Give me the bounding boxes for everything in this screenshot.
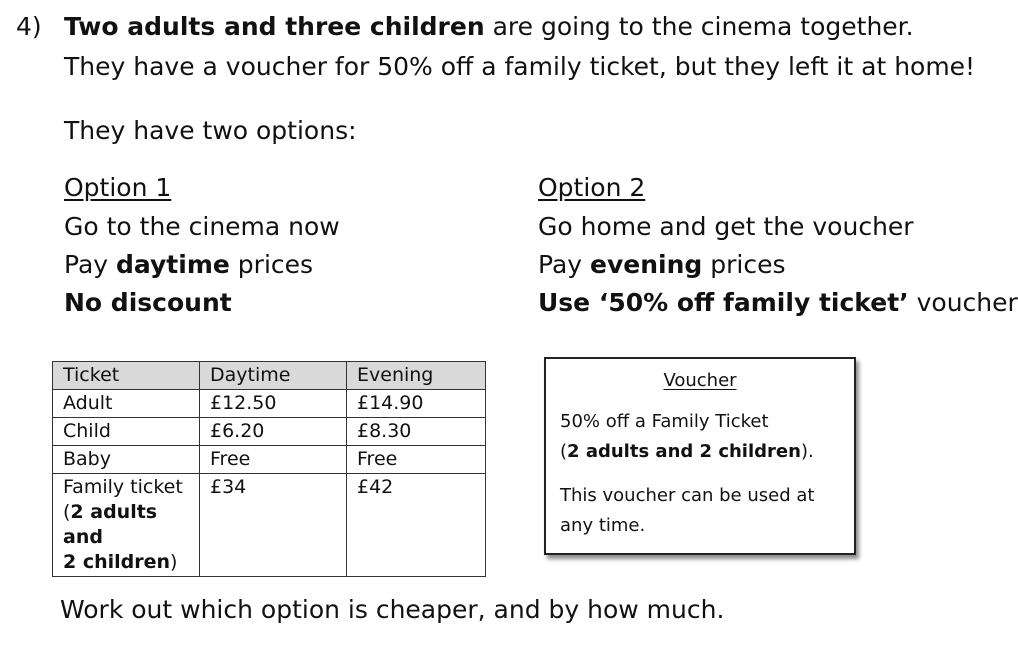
option1-title: Option 1 [64,173,172,202]
task-text: Work out which option is cheaper, and by how much. [60,595,725,624]
cell-ticket-family: Family ticket (2 adults and 2 children) [53,474,200,577]
option2-line-1: Go home and get the voucher [538,212,914,241]
option1-line-2: Pay daytime prices [64,250,314,279]
cell-evening: Free [347,446,486,474]
cell-daytime: Free [200,446,347,474]
cell-evening: £14.90 [347,390,486,418]
cell-daytime: £12.50 [200,390,347,418]
voucher-line-1: 50% off a Family Ticket [560,411,769,432]
option2-title: Option 2 [538,173,646,202]
header-evening: Evening [347,362,486,390]
cell-ticket: Baby [53,446,200,474]
voucher-box [544,357,856,555]
voucher-line-3: This voucher can be used at [560,485,815,506]
voucher-line-4: any time. [560,515,646,536]
table-row [53,446,486,474]
option1-line-1: Go to the cinema now [64,212,340,241]
price-table [52,361,486,577]
question-line-2: They have a voucher for 50% off a family ticket, but they left it at home! [64,52,976,81]
question-line-3: They have two options: [64,116,357,145]
table-header-row [53,362,486,390]
table-row [53,390,486,418]
question-number: 4) [16,12,42,41]
table-row [53,418,486,446]
header-daytime: Daytime [200,362,347,390]
header-ticket: Ticket [53,362,200,390]
cell-daytime: £34 [200,474,347,577]
cell-evening: £8.30 [347,418,486,446]
option2-line-2: Pay evening prices [538,250,786,279]
cell-daytime: £6.20 [200,418,347,446]
voucher-title: Voucher [663,370,737,391]
option1-line-3: No discount [64,288,232,317]
table-row-family [53,474,486,577]
intro-bold-text: Two adults and three children [64,12,485,41]
cell-ticket: Child [53,418,200,446]
cell-evening: £42 [347,474,486,577]
voucher-line-2: (2 adults and 2 children). [560,441,814,462]
option2-line-3: Use ‘50% off family ticket’ voucher [538,288,1018,317]
cell-ticket: Adult [53,390,200,418]
intro-rest-text: are going to the cinema together. [484,12,914,41]
question-intro [64,12,914,42]
